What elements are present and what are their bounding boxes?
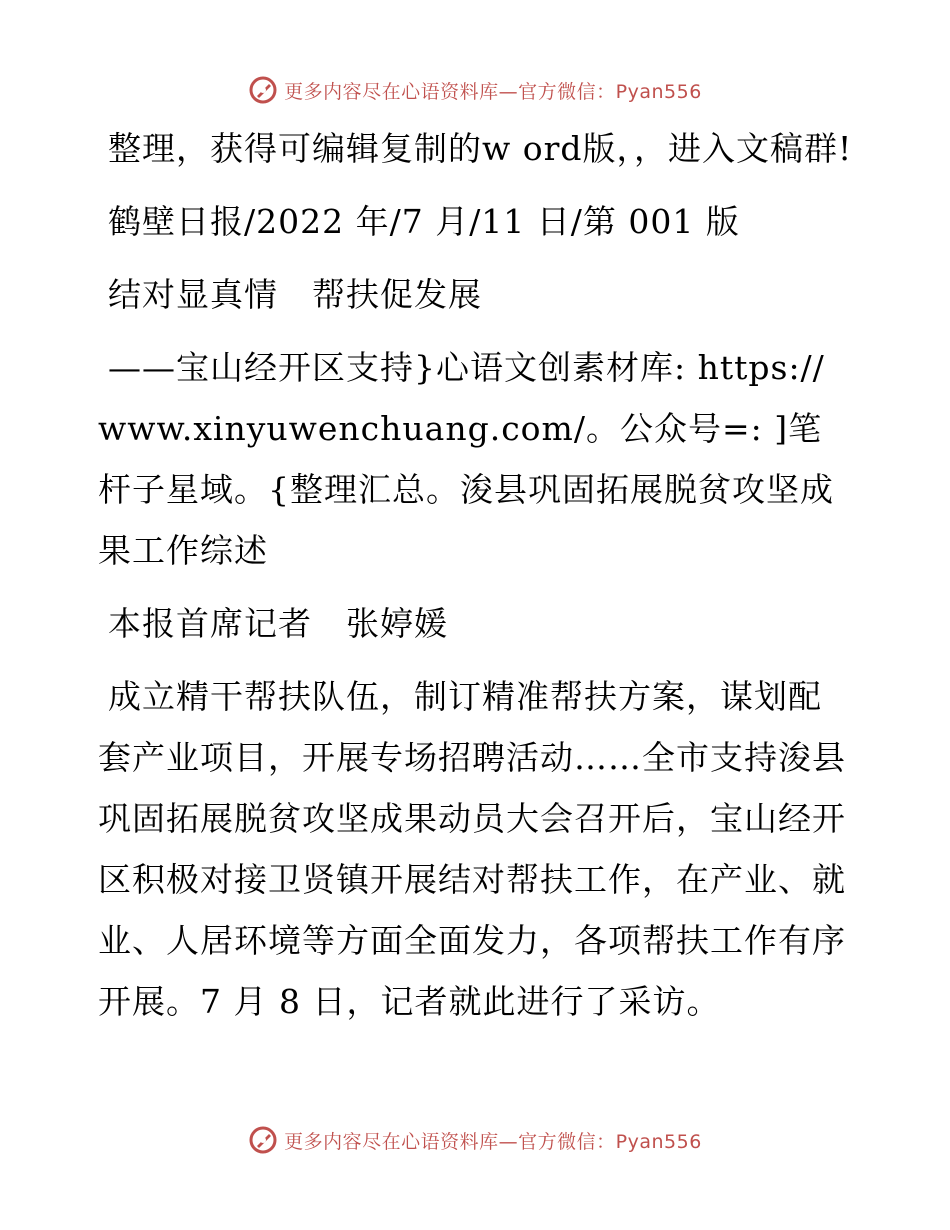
publication-line: 鹤壁日报/2022 年/7 月/11 日/第 001 版 — [108, 202, 740, 241]
watermark-id: Pyan556 — [615, 1130, 702, 1153]
byline: 本报首席记者 张婷媛 — [108, 604, 448, 643]
article-subtitle: ——宝山经开区支持}心语文创素材库: https://www.xinyuwenchuang.com/。公众号=: ]笔杆子星域。{整理汇总。浚县巩固拓展脱贫攻坚成果工作综述 — [98, 348, 834, 570]
article-title: 结对显真情 帮扶促发展 — [108, 275, 482, 314]
watermark-label: 更多内容尽在心语资料库—官方微信： — [284, 80, 616, 103]
quill-seal-icon — [248, 75, 278, 105]
intro-note: 整理，获得可编辑复制的w ord版，，进入文稿群! — [108, 129, 853, 168]
footer-watermark — [0, 1120, 950, 1160]
header-watermark — [0, 70, 950, 110]
watermark-text — [284, 1127, 702, 1154]
body-paragraph: 成立精干帮扶队伍，制订精准帮扶方案，谋划配套产业项目，开展专场招聘活动……全市支持浚县巩固拓展脱贫攻坚成果动员大会召开后，宝山经开区积极对接卫贤镇开展结对帮扶工作，在产业、就业、人居环境等方面全面发力，各项帮扶工作有序开展。7 月 8 日，记者就此进行了采访。 — [98, 677, 846, 1021]
watermark-text — [284, 77, 702, 104]
watermark-id: Pyan556 — [615, 80, 702, 103]
quill-seal-icon — [248, 1125, 278, 1155]
watermark-label: 更多内容尽在心语资料库—官方微信： — [284, 1130, 616, 1153]
document-body — [98, 118, 853, 1044]
